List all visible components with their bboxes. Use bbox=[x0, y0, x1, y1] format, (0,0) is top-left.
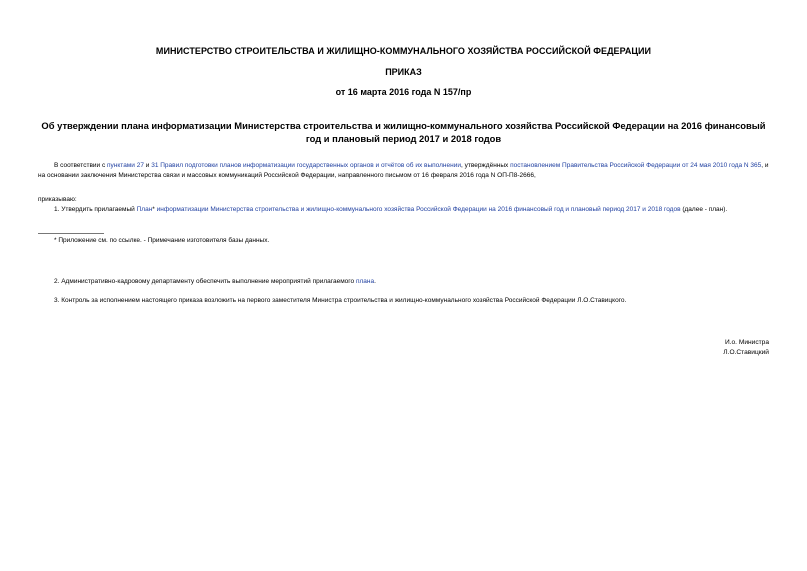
item-1-text-1: 1. Утвердить прилагаемый bbox=[54, 206, 137, 213]
item-2-text-1: 2. Административно-кадровому департаменту обеспечить выполнение мероприятий прилагаемого bbox=[54, 278, 356, 285]
signature-name: Л.О.Ставицкий bbox=[723, 349, 769, 356]
footnote: * Приложение см. по ссылке. - Примечание изготовителя базы данных. bbox=[54, 237, 270, 244]
item-3-paragraph: 3. Контроль за исполнением настоящего приказа возложить на первого заместителя Министра строительства и жилищно-коммунального хозяйства Российской Федерации Л.О.Ставицкого. bbox=[54, 297, 627, 304]
item-1-text-2: * bbox=[152, 206, 157, 213]
preamble-text-5: , и на основании заключения Министерства связи и массовых коммуникаций Российской Федерации, направленного письмом от 16 февраля 2016 года N ОП-П8-2666, bbox=[38, 162, 769, 179]
preamble-text-1: В соответствии с bbox=[54, 162, 108, 169]
item-2-paragraph bbox=[38, 277, 770, 287]
document-date-number: от 16 марта 2016 года N 157/пр bbox=[335, 87, 472, 97]
document-title: Об утверждении плана информатизации Министерства строительства и жилищно-коммунального хозяйства Российской Федерации на 2016 финансовый год и плановый период 2017 и 2018 годов bbox=[41, 120, 766, 144]
preamble-paragraph bbox=[38, 161, 770, 181]
preamble-text-4: , утверждённых bbox=[460, 162, 511, 169]
signature-position: И.о. Министра bbox=[724, 339, 769, 346]
link-item-27[interactable]: пунктами 27 bbox=[107, 162, 144, 169]
item-1-text-3: (далее - план). bbox=[680, 206, 728, 213]
preamble-text-2: и bbox=[143, 162, 152, 169]
link-plan-2[interactable]: плана bbox=[355, 278, 375, 285]
item-1-paragraph bbox=[38, 205, 770, 215]
link-rules[interactable]: Правил подготовки планов информатизации государственных органов и отчётов об их выполнении bbox=[160, 162, 461, 169]
link-plan[interactable]: План bbox=[136, 206, 153, 213]
link-government-decree[interactable]: постановлением Правительства Российской Федерации от 24 мая 2010 года N 365 bbox=[510, 162, 762, 169]
order-word: приказываю: bbox=[38, 196, 77, 203]
footnote-divider bbox=[38, 233, 104, 234]
item-2-text-2: . bbox=[374, 278, 376, 285]
document-type: ПРИКАЗ bbox=[385, 67, 422, 77]
link-item-31[interactable]: 31 bbox=[151, 162, 159, 169]
ministry-heading: МИНИСТЕРСТВО СТРОИТЕЛЬСТВА И ЖИЛИЩНО-КОММУНАЛЬНОГО ХОЗЯЙСТВА РОССИЙСКОЙ ФЕДЕРАЦИИ bbox=[155, 46, 652, 56]
link-plan-title[interactable]: информатизации Министерства строительства и жилищно-коммунального хозяйства Российской Федерации на 2016 финансовый год и плановый период 2017 и 2018 годов bbox=[156, 206, 681, 213]
